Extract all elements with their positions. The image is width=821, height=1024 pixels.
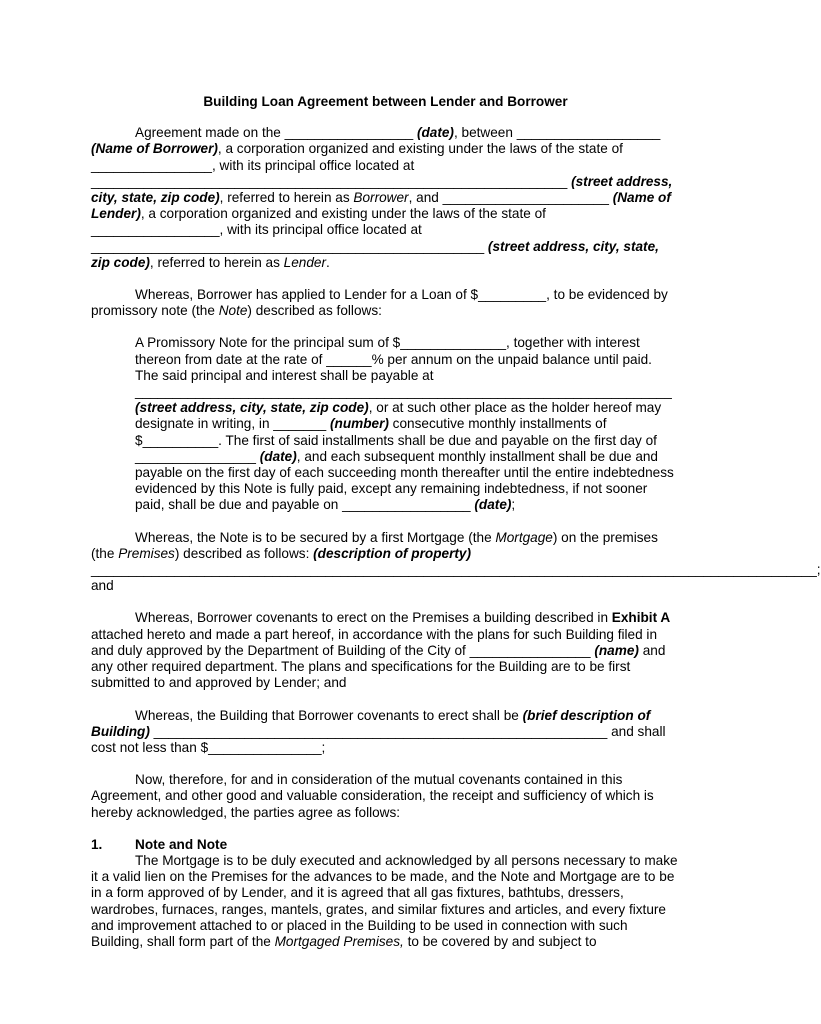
building-description-blank[interactable]: ____________________________________________________________ bbox=[153, 723, 608, 739]
text: Whereas, Borrower covenants to erect on the Premises a building described in bbox=[135, 610, 612, 626]
building-cost-blank[interactable]: _______________ bbox=[208, 739, 322, 755]
payment-address-label: (street address, city, state, zip code) bbox=[135, 400, 369, 416]
date-label: (date) bbox=[416, 125, 454, 141]
number-label: (number) bbox=[329, 416, 389, 432]
first-installment-date-blank[interactable]: ________________ bbox=[135, 448, 256, 464]
building-plans-paragraph bbox=[91, 610, 680, 691]
text: , or at such other place as the holder hereof may designate in writing, in bbox=[135, 400, 662, 432]
lender-address-label: (street address, city, state, zip code) bbox=[91, 238, 659, 270]
text: ) described as follows: bbox=[247, 303, 382, 319]
principal-blank[interactable]: ______________ bbox=[400, 335, 507, 351]
text: and shall cost not less than $ bbox=[91, 723, 666, 755]
text: Whereas, the Note is to be secured by a first Mortgage (the bbox=[135, 529, 496, 545]
document-title: Building Loan Agreement between Lender and Borrower bbox=[203, 94, 568, 109]
text: Whereas, the Building that Borrower covenants to erect shall be bbox=[135, 707, 523, 723]
text: . The first of said installments shall be due and payable on the first day of bbox=[218, 432, 657, 448]
loan-amount-blank[interactable]: _________ bbox=[478, 287, 547, 303]
borrower-address-label: (street address, city, state, zip code) bbox=[91, 173, 673, 206]
lender-name-blank[interactable]: ______________________ bbox=[442, 190, 609, 206]
property-description-blank-2[interactable]: _______________________________________________________________________ bbox=[280, 562, 817, 578]
section-1-body bbox=[91, 853, 680, 950]
installment-amount-blank[interactable]: __________ bbox=[142, 432, 219, 448]
section-title: Note and Note bbox=[135, 836, 228, 852]
lender-name-label: (Name of Lender) bbox=[91, 190, 671, 222]
mortgage-term: Mortgage bbox=[495, 529, 553, 545]
note-term: Note bbox=[218, 303, 248, 319]
mortgaged-premises-term: Mortgaged Premises, bbox=[274, 933, 404, 949]
text: , between bbox=[453, 125, 517, 141]
date-label: (date) bbox=[259, 448, 297, 464]
text: . bbox=[326, 254, 330, 270]
text: , and bbox=[408, 190, 443, 206]
exhibit-reference: Exhibit A bbox=[611, 610, 671, 626]
lender-address-blank[interactable]: ____________________________________________________ bbox=[91, 238, 485, 254]
date-blank[interactable]: _________________ bbox=[284, 125, 414, 141]
consideration-paragraph: Now, therefore, for and in consideration of the mutual covenants contained in this Agreement, and other good and valuable consideration, the receipt and sufficiency of which is hereby acknowledged, the parties agree as follows: bbox=[91, 772, 654, 820]
payment-address-blank[interactable]: ______________________________ bbox=[135, 384, 362, 400]
section-1-heading bbox=[91, 837, 680, 853]
property-description-label: (description of property) bbox=[313, 545, 471, 561]
lender-term: Lender bbox=[283, 254, 326, 270]
final-date-blank[interactable]: _________________ bbox=[342, 497, 471, 513]
text: and any other required department. The plans and specifications for the Building are to be first submitted to and approved by Lender; and bbox=[91, 642, 666, 691]
borrower-name-label: (Name of Borrower) bbox=[91, 141, 218, 157]
borrower-address-blank[interactable]: _______________________________________________________________ bbox=[91, 173, 568, 189]
parties-paragraph bbox=[91, 125, 680, 271]
mortgage-paragraph bbox=[91, 529, 821, 595]
text: , with its principal office located at bbox=[211, 157, 415, 173]
text: The Mortgage is to be duly executed and acknowledged by all persons necessary to make it a valid lien on the Premises for the advances to be made, and the Note and Mortgage are to be in a form approved of by Lender, and it is agreed that all gas fixtures, bathtubs, dressers, wardrobes, furnaces, ranges, mantels, grates, and similar fixtures and articles, and every fixture and improvement attached to or placed in the Building to be used in connection with such Building, shall form part of the bbox=[91, 852, 678, 949]
text: to be covered by and subject to bbox=[403, 933, 597, 949]
building-description-label: (brief description of Building) bbox=[91, 707, 651, 739]
text: ; bbox=[511, 497, 516, 513]
text: ; and bbox=[91, 562, 821, 594]
text: ) on the premises (the bbox=[91, 529, 658, 561]
text: ; bbox=[321, 739, 326, 755]
section-number: 1. bbox=[91, 836, 103, 852]
text: , and each subsequent monthly installment shall be due and payable on the first day of each succeeding month thereafter until the entire indebtedness evidenced by this Note is fully paid, except any remaining indebtedness, if not sooner paid, shall be due and payable on bbox=[135, 448, 674, 513]
text: Whereas, Borrower has applied to Lender for a Loan of $ bbox=[135, 287, 479, 303]
loan-paragraph bbox=[91, 287, 680, 319]
city-name-blank[interactable]: ________________ bbox=[469, 642, 591, 658]
lender-state-blank[interactable]: _________________ bbox=[91, 222, 220, 238]
building-cost-paragraph bbox=[91, 708, 680, 757]
text: ) described as follows: bbox=[174, 545, 314, 561]
payment-address-blank-2[interactable]: _________________________________________ bbox=[361, 384, 672, 400]
text: Agreement made on the bbox=[135, 125, 285, 141]
property-description-blank[interactable]: _________________________ bbox=[91, 562, 281, 578]
text: A Promissory Note for the principal sum of $ bbox=[135, 335, 401, 351]
text: % per annum on the unpaid balance until paid. The said principal and interest shall be payable at bbox=[135, 351, 652, 383]
text: , referred to herein as bbox=[149, 254, 284, 270]
text: , with its principal office located at bbox=[219, 222, 422, 238]
text: , referred to herein as bbox=[219, 190, 354, 206]
borrower-name-blank[interactable]: ___________________ bbox=[516, 125, 661, 141]
text: , together with interest thereon from date at the rate of bbox=[135, 335, 640, 367]
text: , a corporation organized and existing under the laws of the state of bbox=[140, 206, 546, 222]
text: , a corporation organized and existing under the laws of the state of bbox=[217, 141, 623, 157]
borrower-term: Borrower bbox=[353, 190, 409, 206]
installment-count-blank[interactable]: _______ bbox=[273, 416, 327, 432]
interest-rate-blank[interactable]: ______ bbox=[326, 351, 372, 367]
name-label: (name) bbox=[594, 642, 639, 658]
text: , to be evidenced by promissory note (the bbox=[91, 287, 668, 319]
borrower-state-blank[interactable]: ________________ bbox=[91, 157, 212, 173]
premises-term: Premises bbox=[118, 545, 175, 561]
promissory-note-block bbox=[135, 335, 674, 513]
text: consecutive monthly installments of $ bbox=[135, 416, 607, 448]
text: attached hereto and made a part hereof, in accordance with the plans for such Building filed in and duly approved by the Department of Building of the City of bbox=[91, 626, 658, 658]
date-label: (date) bbox=[474, 497, 512, 513]
